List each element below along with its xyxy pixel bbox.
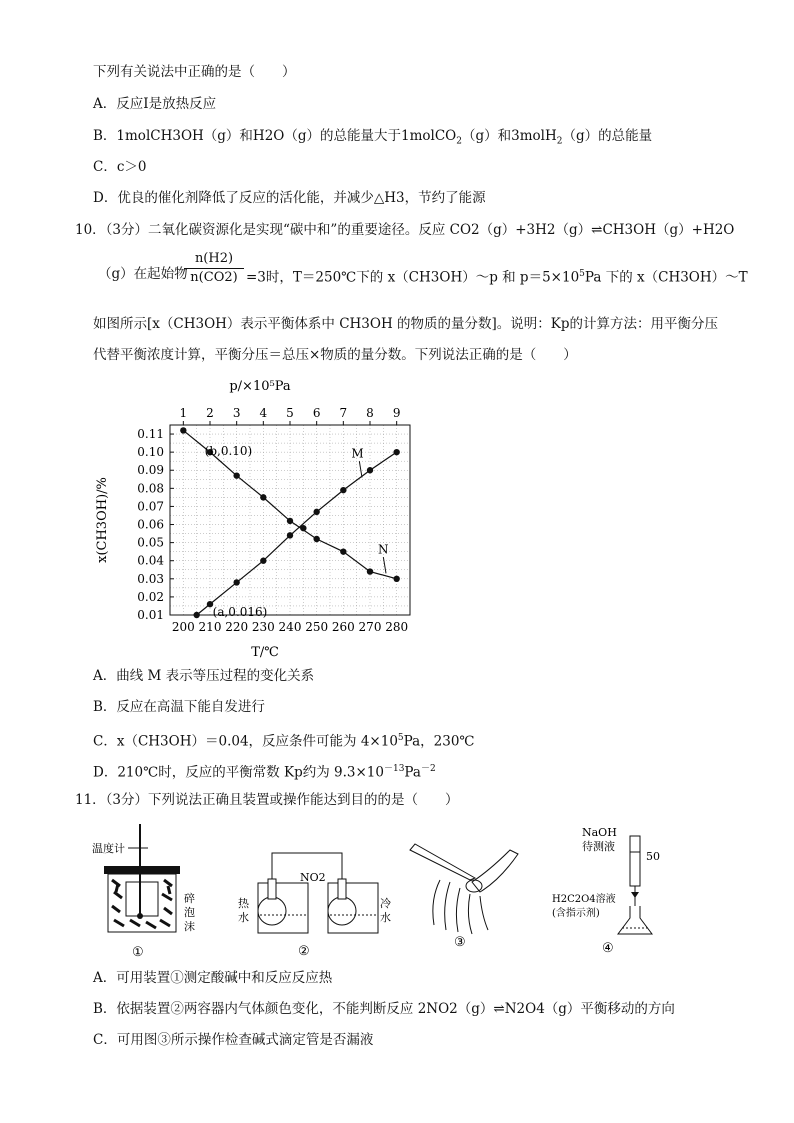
top-axis-label: p/×10⁵Pa (229, 379, 291, 394)
q11-stem: 11．（3分）下列说法正确且装置或操作能达到目的的是（ ） (75, 792, 459, 808)
foam-pieces (112, 880, 172, 928)
q11-option-a: A．可用装置①测定酸碱中和反应反应热 (93, 970, 333, 986)
q10-line2-post: =3时，T＝250℃下的 x（CH3OH）～p 和 $p=5\times 10^5Pa$ 下的 x（CH3OH）～T (246, 269, 748, 286)
naoh-label: NaOH (582, 826, 617, 839)
q10-option-d: D．210℃时，反应的平衡常数 Kp约为 $9.3\times 10^{-13}Pa^{-2}$ (93, 764, 436, 781)
apparatus-1-calorimeter (90, 820, 200, 960)
label-m: M (351, 446, 364, 461)
top-tick-label: 3 (232, 406, 241, 420)
top-tick-label: 8 (366, 406, 374, 420)
x-tick-label: 250 (305, 620, 329, 634)
intersection-point (300, 525, 306, 531)
q10-line2-pre: （g）在起始物 (98, 266, 188, 282)
y-tick-label: 0.03 (137, 571, 164, 586)
lid (104, 866, 180, 874)
beaker-hot (258, 883, 308, 933)
top-tick-label: 1 (179, 406, 188, 420)
series-m-point (287, 532, 293, 538)
q10-option-a: A．曲线 M 表示等压过程的变化关系 (93, 668, 315, 684)
q10-line4: 代替平衡浓度计算，平衡分压＝总压×物质的量分数。下列说法正确的是（ ） (93, 347, 577, 363)
hot-water-label-2: 水 (238, 911, 249, 924)
y-tick-label: 0.10 (137, 445, 164, 460)
foam-label-2: 泡 (184, 906, 195, 919)
y-tick-label: 0.06 (137, 517, 164, 532)
top-tick-label: 6 (312, 406, 321, 420)
series-m-point (367, 467, 373, 473)
hot-water-label-1: 热 (238, 897, 249, 910)
y-tick-label: 0.08 (137, 481, 164, 496)
series-m-point (313, 509, 319, 515)
annotation-b: (b,0.10) (204, 443, 253, 458)
q10-line3: 如图所示[x（CH3OH）表示平衡体系中 CH3OH 的物质的量分数]。说明：Kp的计算方法：用平衡分压 (93, 316, 719, 332)
q9-option-d: D．优良的催化剂降低了反应的活化能，并减少△H3，节约了能源 (93, 190, 486, 206)
equilibrium-chart (80, 372, 420, 662)
y-tick-label: 0.01 (137, 608, 164, 622)
y-tick-label: 0.07 (137, 499, 164, 514)
apparatus-number-3: ③ (454, 935, 466, 950)
flask-hot (258, 897, 286, 925)
q10-line1: 10．（3分）二氧化碳资源化是实现“碳中和”的重要途径。反应 CO2（g）+3H2（g）⇌CH3OH（g）+H2O (75, 222, 735, 238)
label-n-leader (383, 557, 386, 573)
apparatus-number-2: ② (298, 944, 310, 959)
glass-bead (466, 880, 482, 892)
series-n-point (233, 472, 239, 478)
x-tick-label: 220 (225, 620, 249, 634)
q9-stem: 下列有关说法中正确的是（ ） (93, 64, 296, 80)
q9-option-c: C．c＞0 (93, 159, 147, 175)
y-tick-label: 0.09 (137, 463, 164, 478)
q9-option-a: A．反应Ⅰ是放热反应 (93, 96, 217, 112)
analyte-label: 待测液 (582, 840, 615, 853)
cold-water-label-1: 冷 (380, 897, 391, 910)
apparatus-2-no2-flasks (232, 845, 392, 960)
series-n-point (180, 427, 186, 433)
series-m-point (340, 487, 346, 493)
series-n-point (260, 494, 266, 500)
inner-beaker (126, 882, 158, 916)
apparatus-number-1: ① (132, 945, 144, 960)
x-tick-label: 230 (251, 620, 275, 634)
top-tick-label: 5 (286, 406, 294, 420)
top-tick-label: 7 (339, 406, 348, 420)
flask-cold (328, 897, 356, 925)
fraction-denominator: n(CO2) (190, 270, 238, 285)
burette-icon (630, 836, 640, 886)
x-axis-label: T/℃ (251, 645, 279, 660)
rubber-tube-icon (472, 850, 518, 892)
cold-water-label-2: 水 (380, 911, 391, 924)
q9-option-b: B．1molCH3OH（g）和H2O（g）的总能量大于1molCO$_2$（g）和3molH$_2$（g）的总能量 (93, 128, 653, 147)
top-tick-label: 9 (392, 406, 401, 420)
series-m-point (393, 449, 399, 455)
top-tick-label: 2 (206, 406, 214, 420)
top-tick-label: 4 (259, 406, 268, 420)
label-n: N (378, 542, 389, 557)
conical-flask-icon (618, 906, 652, 934)
foam-label-1: 碎 (184, 892, 195, 905)
y-tick-label: 0.11 (137, 427, 164, 442)
y-tick-label: 0.05 (137, 535, 164, 550)
x-tick-label: 280 (385, 620, 409, 634)
series-m-point (193, 612, 199, 618)
burette-mark: 50 (646, 850, 660, 863)
series-n-point (340, 548, 346, 554)
q11-option-b: B．依据装置②两容器内气体颜色变化，不能判断反应 2NO2（g）⇌N2O4（g）平衡移动的方向 (93, 1001, 675, 1017)
q11-option-c: C．可用图③所示操作检查碱式滴定管是否漏液 (93, 1032, 374, 1048)
fraction-numerator: n(H2) (184, 250, 244, 269)
x-tick-label: 240 (278, 620, 302, 634)
apparatus-3-burette-check (400, 830, 530, 955)
series-n-point (313, 536, 319, 542)
series-m-point (260, 558, 266, 564)
foam-label-3: 沫 (184, 920, 195, 933)
label-m-leader (359, 461, 362, 477)
x-tick-label: 200 (171, 620, 195, 634)
series-n-point (287, 518, 293, 524)
y-axis-label: x(CH3OH)/% (95, 477, 110, 563)
x-tick-label: 270 (358, 620, 382, 634)
no2-label: NO2 (300, 871, 326, 884)
hand-fingers-icon (433, 880, 488, 934)
oxalic-label: H2C2O4溶液 (552, 894, 616, 905)
apparatus-4-titration (540, 822, 690, 957)
q10-option-c: C．x（CH3OH）＝0.04，反应条件可能为 $4\times 10^5Pa$，230℃ (93, 733, 475, 750)
indicator-label: (含指示剂) (552, 908, 600, 919)
y-tick-label: 0.04 (137, 553, 164, 568)
series-n-point (393, 576, 399, 582)
annotation-a: (a,0.016) (212, 605, 268, 620)
x-tick-label: 260 (331, 620, 355, 634)
q10-option-b: B．反应在高温下能自发进行 (93, 699, 265, 715)
series-m-point (233, 579, 239, 585)
thermometer-label: 温度计 (92, 842, 125, 855)
x-tick-label: 210 (198, 620, 222, 634)
burette-tip-icon (410, 844, 475, 880)
beaker-cold (328, 883, 378, 933)
series-n-point (367, 568, 373, 574)
y-tick-label: 0.02 (137, 589, 164, 604)
apparatus-number-4: ④ (602, 941, 614, 956)
ratio-fraction (184, 250, 244, 286)
